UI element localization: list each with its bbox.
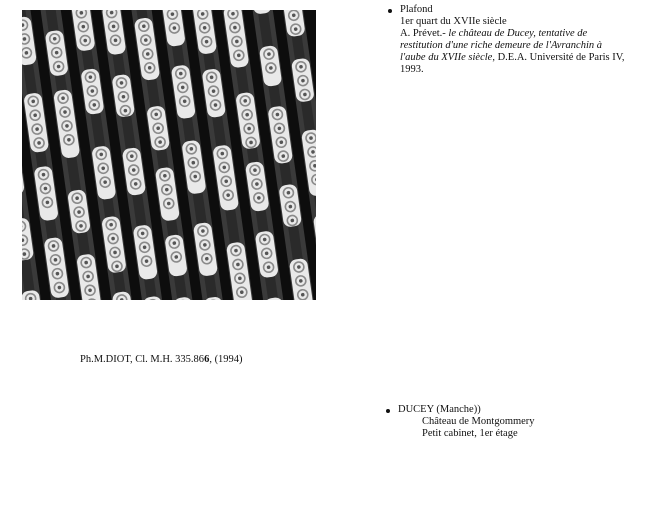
record-reference — [400, 28, 660, 40]
room-name: Petit cabinet, 1er étage — [422, 428, 518, 439]
record-caption-1 — [400, 4, 660, 76]
record-date: 1er quart du XVIIe siècle — [400, 16, 507, 27]
location-bullet — [386, 409, 390, 413]
location-name: DUCEY (Manche)) — [398, 404, 481, 415]
record-bullet — [388, 9, 392, 13]
ceiling-photo-graphic — [22, 10, 316, 300]
photo-credit — [80, 354, 243, 365]
building-name: Château de Montgommery — [422, 416, 535, 427]
record-title: Plafond — [400, 4, 433, 15]
reference-author: A. Prévet.- — [400, 28, 446, 39]
reference-year: 1993. — [400, 64, 424, 75]
credit-bold-digit: 6 — [204, 354, 210, 365]
location-caption — [398, 404, 638, 440]
reference-line-3 — [400, 52, 660, 64]
credit-prefix: Ph.M.DIOT, Cl. M.H. 335.86 — [80, 354, 205, 365]
ceiling-photo — [22, 10, 316, 300]
reference-title-line-3: l'aube du XVIIe siècle — [400, 52, 493, 63]
credit-suffix: , (1994) — [209, 354, 243, 365]
reference-title-line-1: le château de Ducey, tentative de — [445, 28, 588, 39]
reference-title-line-2: restitution d'une riche demeure de l'Avranchin à — [400, 40, 603, 51]
reference-tail: , D.E.A. Université de Paris IV, — [492, 52, 625, 63]
